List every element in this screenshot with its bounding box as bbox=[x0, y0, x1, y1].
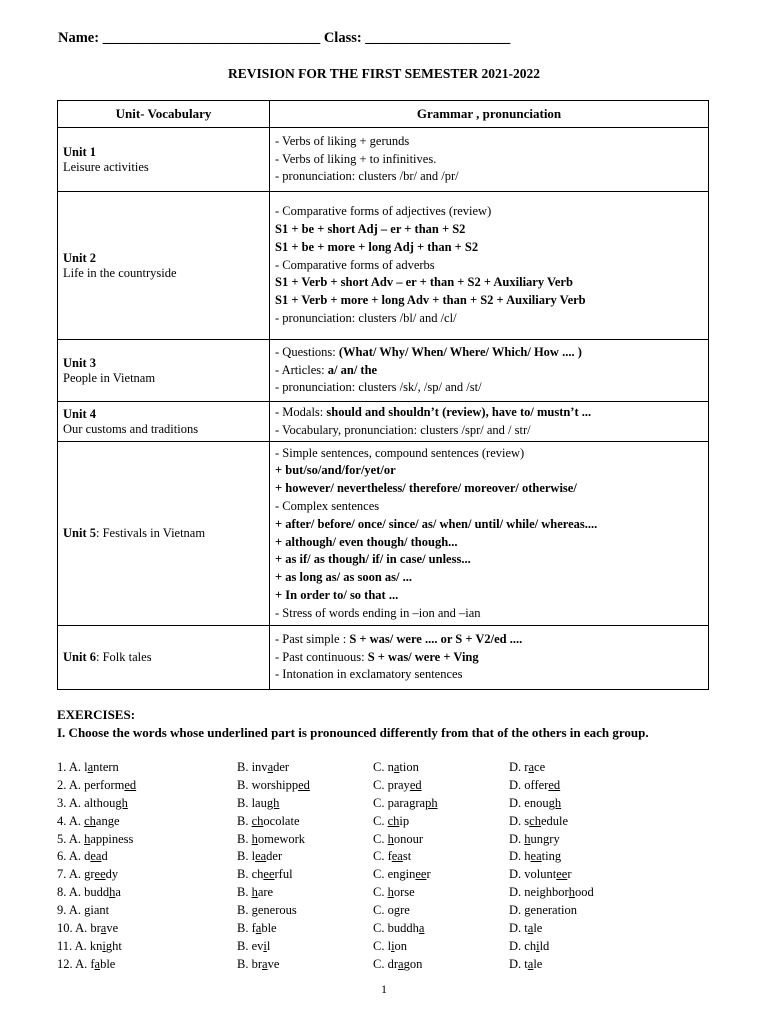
word-part: B. ch bbox=[237, 867, 264, 882]
unit-name: Unit 5 bbox=[63, 526, 96, 540]
unit-topic: People in Vietnam bbox=[63, 370, 156, 385]
word-part: C. paragra bbox=[373, 795, 426, 810]
word-part: D. neighbor bbox=[509, 885, 569, 900]
grammar-line bbox=[275, 649, 703, 667]
word-part: A. l bbox=[68, 760, 88, 774]
option-d bbox=[509, 832, 560, 847]
word-part: a bbox=[115, 885, 121, 900]
word-part: B. l bbox=[237, 849, 256, 864]
question-row bbox=[57, 939, 717, 957]
word-part: edule bbox=[540, 813, 569, 828]
unit-cell bbox=[58, 192, 270, 340]
underlined-part: ch bbox=[387, 813, 400, 828]
option-a bbox=[57, 957, 115, 972]
word-part: C. n bbox=[373, 760, 394, 774]
underlined-part: a bbox=[393, 760, 400, 774]
question-row bbox=[57, 921, 717, 939]
unit-name: Unit 3 bbox=[63, 355, 96, 370]
underlined-part: ch bbox=[529, 813, 541, 828]
word-part: B. bbox=[237, 903, 252, 918]
underlined-part: i bbox=[263, 938, 267, 953]
underlined-part: ee bbox=[556, 867, 568, 882]
option-d bbox=[509, 778, 560, 793]
grammar-line: S1 + be + short Adj – er + than + S2 bbox=[275, 222, 466, 236]
word-part: B. bbox=[237, 885, 252, 900]
word-part: C. bbox=[373, 885, 388, 900]
grammar-line-bold: should and shouldn’t (review), have to/ mustn’t ... bbox=[326, 404, 592, 419]
question-row bbox=[57, 760, 717, 778]
word-part: D. h bbox=[509, 849, 531, 864]
page-title: REVISION FOR THE FIRST SEMESTER 2021-2022 bbox=[228, 66, 540, 81]
underlined-part: g bbox=[524, 903, 531, 918]
question-number: 5. bbox=[57, 831, 67, 846]
word-part: re bbox=[400, 903, 410, 918]
word-part: der bbox=[266, 849, 283, 864]
option-b bbox=[237, 921, 277, 936]
word-part: A. kn bbox=[74, 938, 103, 953]
option-b bbox=[237, 778, 310, 793]
option-a bbox=[57, 903, 109, 918]
underlined-part: a bbox=[87, 760, 94, 774]
grammar-line: - Intonation in exclamatory sentences bbox=[275, 667, 463, 682]
option-b bbox=[237, 796, 279, 811]
table-row bbox=[58, 442, 709, 626]
option-a bbox=[57, 849, 108, 864]
underlined-part: i bbox=[536, 938, 540, 953]
underlined-part: ph bbox=[425, 795, 438, 810]
word-part: D. bbox=[509, 903, 525, 918]
table-row bbox=[58, 128, 709, 192]
word-part: C. f bbox=[373, 849, 392, 864]
word-part: r bbox=[426, 867, 431, 882]
word-part: A. d bbox=[68, 849, 91, 864]
revision-table bbox=[57, 100, 709, 690]
option-b bbox=[237, 849, 282, 864]
option-a bbox=[57, 760, 119, 775]
option-a bbox=[57, 796, 128, 811]
question-list bbox=[57, 760, 717, 975]
underlined-part: ea bbox=[530, 849, 542, 864]
underlined-part: a bbox=[255, 921, 262, 936]
underlined-part: ea bbox=[90, 849, 102, 864]
question-number: 6. bbox=[57, 849, 67, 864]
grammar-cell bbox=[270, 442, 709, 626]
option-d bbox=[509, 867, 572, 882]
word-part: C. engin bbox=[373, 867, 416, 882]
page-number: 1 bbox=[381, 982, 387, 996]
word-part: gon bbox=[403, 956, 423, 971]
underlined-part: i bbox=[102, 938, 106, 953]
word-part: B. lau bbox=[237, 795, 267, 810]
grammar-line: - Simple sentences, compound sentences (review) bbox=[275, 445, 525, 460]
underlined-part: a bbox=[527, 956, 534, 971]
option-b bbox=[237, 903, 297, 918]
grammar-line bbox=[275, 344, 703, 362]
question-row bbox=[57, 957, 717, 975]
word-part: D. ch bbox=[509, 938, 537, 953]
word-part: D. volunt bbox=[509, 867, 557, 882]
table-row bbox=[58, 192, 709, 340]
word-part: D. s bbox=[509, 813, 530, 828]
word-part: ve bbox=[267, 956, 280, 971]
option-a bbox=[57, 814, 120, 829]
option-d bbox=[509, 939, 549, 954]
option-c bbox=[373, 903, 410, 918]
option-c bbox=[373, 760, 419, 775]
grammar-line: - Verbs of liking + to infinitives. bbox=[275, 151, 437, 166]
grammar-line bbox=[275, 362, 703, 380]
question-number: 4. bbox=[57, 813, 67, 828]
question-number: 3. bbox=[57, 795, 67, 810]
word-part: ip bbox=[399, 813, 410, 828]
grammar-line: + although/ even though/ though... bbox=[275, 534, 458, 549]
grammar-line: S1 + Verb + short Adv – er + than + S2 + Auxiliary Verb bbox=[275, 275, 573, 290]
option-c bbox=[373, 921, 424, 936]
grammar-line: + after/ before/ once/ since/ as/ when/ until/ while/ whereas.... bbox=[275, 516, 598, 531]
underlined-part: ch bbox=[251, 813, 264, 828]
word-part: C. buddh bbox=[373, 921, 419, 936]
grammar-line-bold: S + was/ were + Ving bbox=[367, 649, 479, 664]
unit-topic: Leisure activities bbox=[63, 159, 149, 174]
option-d bbox=[509, 921, 542, 936]
word-part: le bbox=[533, 956, 543, 971]
underlined-part: gh bbox=[548, 795, 562, 810]
underlined-part: a bbox=[418, 921, 425, 936]
grammar-line: + but/so/and/for/yet/or bbox=[275, 463, 396, 478]
underlined-part: g bbox=[84, 903, 91, 918]
unit-topic: Life in the countryside bbox=[63, 265, 177, 280]
underlined-part: ed bbox=[409, 777, 422, 792]
option-c bbox=[373, 885, 415, 900]
grammar-cell bbox=[270, 340, 709, 402]
option-a bbox=[57, 832, 133, 847]
grammar-line-bold: S + was/ were .... or S + V2/ed .... bbox=[349, 631, 523, 646]
underlined-part: ee bbox=[94, 867, 106, 882]
word-part: onour bbox=[393, 831, 424, 846]
option-d bbox=[509, 957, 542, 972]
grammar-line: - Comparative forms of adjectives (review) bbox=[275, 204, 492, 219]
unit-cell bbox=[58, 442, 270, 626]
exercise-instruction: I. Choose the words whose underlined part is pronounced differently from that of the others in each group. bbox=[57, 725, 649, 740]
word-part: B. f bbox=[237, 921, 256, 936]
word-part: enerous bbox=[257, 903, 297, 918]
word-part: A. bbox=[68, 903, 85, 918]
word-part: B. worshipp bbox=[237, 777, 299, 792]
grammar-line-prefix: - Past continuous: bbox=[275, 649, 368, 664]
word-part: ntern bbox=[93, 760, 119, 774]
word-part: A. br bbox=[75, 921, 101, 936]
grammar-line: + as if/ as though/ if/ in case/ unless... bbox=[275, 552, 471, 567]
underlined-part: ee bbox=[415, 867, 427, 882]
grammar-cell bbox=[270, 128, 709, 192]
option-c bbox=[373, 939, 407, 954]
question-number: 11. bbox=[57, 938, 73, 953]
option-b bbox=[237, 832, 305, 847]
option-a bbox=[57, 867, 118, 882]
column-header-unit: Unit- Vocabulary bbox=[58, 101, 270, 128]
word-part: st bbox=[402, 849, 412, 864]
underlined-part: h bbox=[251, 885, 258, 900]
underlined-part: h bbox=[251, 831, 258, 846]
grammar-line-bold: a/ an/ the bbox=[327, 362, 378, 377]
word-part: l bbox=[266, 938, 271, 953]
question-row bbox=[57, 885, 717, 903]
underlined-part: ch bbox=[84, 813, 96, 828]
grammar-line: + however/ nevertheless/ therefore/ moreover/ otherwise/ bbox=[275, 481, 577, 496]
grammar-line: - pronunciation: clusters /bl/ and /cl/ bbox=[275, 310, 457, 325]
option-a bbox=[57, 921, 118, 936]
underlined-part: h bbox=[568, 885, 575, 900]
word-part: ve bbox=[106, 921, 119, 936]
question-row bbox=[57, 903, 717, 921]
unit-topic: Our customs and traditions bbox=[63, 421, 199, 436]
word-part: ood bbox=[574, 885, 594, 900]
option-c bbox=[373, 814, 409, 829]
option-b bbox=[237, 867, 293, 882]
option-c bbox=[373, 832, 423, 847]
name-class-line: Name: ______________________________ Class: ____________________ bbox=[58, 30, 511, 46]
underlined-part: a bbox=[100, 921, 107, 936]
question-number: 2. bbox=[57, 777, 67, 792]
option-d bbox=[509, 885, 594, 900]
grammar-line: S1 + be + more + long Adj + than + S2 bbox=[275, 239, 479, 254]
table-row bbox=[58, 402, 709, 442]
question-number: 12. bbox=[57, 956, 73, 971]
unit-topic: : Folk tales bbox=[96, 650, 152, 664]
underlined-part: h bbox=[84, 831, 91, 846]
word-part: r bbox=[567, 867, 572, 882]
grammar-line: - Verbs of liking + gerunds bbox=[275, 133, 410, 148]
word-part: B. br bbox=[237, 956, 262, 971]
word-part: ting bbox=[541, 849, 562, 864]
underlined-part: ed bbox=[298, 777, 310, 792]
word-part: der bbox=[273, 760, 290, 774]
unit-name: Unit 2 bbox=[63, 250, 96, 265]
word-part: C. o bbox=[373, 903, 394, 918]
word-part: A. bbox=[68, 831, 85, 846]
underlined-part: ee bbox=[263, 867, 275, 882]
underlined-part: a bbox=[94, 956, 101, 971]
grammar-line: - Complex sentences bbox=[275, 498, 380, 513]
column-header-grammar: Grammar , pronunciation bbox=[270, 101, 709, 128]
exercises-heading: EXERCISES: bbox=[57, 707, 136, 722]
word-part: omework bbox=[257, 831, 306, 846]
table-header-row bbox=[58, 101, 709, 128]
question-number: 10. bbox=[57, 921, 73, 936]
unit-cell bbox=[58, 128, 270, 192]
word-part: C. pray bbox=[373, 777, 410, 792]
grammar-line-prefix: - Modals: bbox=[275, 404, 327, 419]
question-row bbox=[57, 867, 717, 885]
grammar-line-prefix: - Articles: bbox=[275, 362, 328, 377]
question-number: 1. bbox=[57, 760, 67, 774]
word-part: C. bbox=[373, 831, 388, 846]
unit-name: Unit 1 bbox=[63, 144, 96, 159]
option-c bbox=[373, 849, 411, 864]
word-part: D. bbox=[509, 831, 525, 846]
unit-cell bbox=[58, 626, 270, 690]
word-part: A. bbox=[68, 813, 85, 828]
word-part: eneration bbox=[530, 903, 578, 918]
unit-topic: : Festivals in Vietnam bbox=[96, 526, 206, 540]
underlined-part: a bbox=[528, 760, 535, 774]
option-b bbox=[237, 885, 273, 900]
option-b bbox=[237, 939, 270, 954]
grammar-line: - Vocabulary, pronunciation: clusters /spr/ and / str/ bbox=[275, 422, 531, 437]
word-part: D. t bbox=[509, 956, 528, 971]
option-d bbox=[509, 760, 545, 775]
underlined-part: a bbox=[398, 956, 404, 971]
grammar-cell bbox=[270, 192, 709, 340]
word-part: ange bbox=[95, 813, 120, 828]
word-part: ble bbox=[100, 956, 116, 971]
underlined-part: h bbox=[524, 831, 531, 846]
word-part: D. r bbox=[509, 760, 529, 774]
option-d bbox=[509, 903, 577, 918]
unit-name: Unit 6 bbox=[63, 650, 96, 664]
word-part: D. t bbox=[509, 921, 528, 936]
option-a bbox=[57, 939, 122, 954]
word-part: D. offer bbox=[509, 777, 549, 792]
word-part: C. dr bbox=[373, 956, 398, 971]
underlined-part: ea bbox=[391, 849, 403, 864]
underlined-part: ed bbox=[548, 777, 561, 792]
question-number: 8. bbox=[57, 885, 67, 900]
grammar-line: - pronunciation: clusters /br/ and /pr/ bbox=[275, 169, 459, 184]
option-b bbox=[237, 814, 300, 829]
grammar-line: - pronunciation: clusters /sk/, /sp/ and /st/ bbox=[275, 380, 482, 395]
underlined-part: gh bbox=[115, 795, 128, 810]
unit-cell bbox=[58, 340, 270, 402]
underlined-part: h bbox=[387, 831, 394, 846]
word-part: D. enou bbox=[509, 795, 549, 810]
underlined-part: i bbox=[391, 938, 395, 953]
word-part: B. inv bbox=[237, 760, 268, 774]
option-c bbox=[373, 957, 422, 972]
option-c bbox=[373, 796, 438, 811]
question-row bbox=[57, 849, 717, 867]
unit-name: Unit 4 bbox=[63, 406, 96, 421]
word-part: on bbox=[394, 938, 408, 953]
word-part: ld bbox=[539, 938, 550, 953]
word-part: orse bbox=[393, 885, 415, 900]
question-number: 7. bbox=[57, 867, 67, 882]
underlined-part: ed bbox=[124, 777, 137, 792]
underlined-part: a bbox=[527, 921, 534, 936]
grammar-line: S1 + Verb + more + long Adv + than + S2 + Auxiliary Verb bbox=[275, 293, 586, 308]
word-part: ght bbox=[105, 938, 122, 953]
option-b bbox=[237, 760, 289, 775]
word-part: A. perform bbox=[68, 777, 125, 792]
underlined-part: g bbox=[393, 903, 401, 918]
option-d bbox=[509, 796, 561, 811]
word-part: are bbox=[257, 885, 274, 900]
table-row bbox=[58, 626, 709, 690]
word-part: C. bbox=[373, 813, 388, 828]
underlined-part: a bbox=[262, 956, 268, 971]
word-part: ble bbox=[261, 921, 277, 936]
grammar-cell bbox=[270, 402, 709, 442]
grammar-line-prefix: - Past simple : bbox=[275, 631, 350, 646]
question-row bbox=[57, 814, 717, 832]
word-part: iant bbox=[90, 903, 110, 918]
word-part: d bbox=[101, 849, 108, 864]
underlined-part: ea bbox=[255, 849, 267, 864]
grammar-cell bbox=[270, 626, 709, 690]
grammar-line-prefix: - Questions: bbox=[275, 344, 339, 359]
question-row bbox=[57, 832, 717, 850]
question-row bbox=[57, 778, 717, 796]
grammar-line bbox=[275, 631, 703, 649]
word-part: le bbox=[533, 921, 543, 936]
underlined-part: a bbox=[267, 760, 274, 774]
option-c bbox=[373, 778, 422, 793]
grammar-line-bold: (What/ Why/ When/ Where/ Which/ How .... ) bbox=[338, 344, 582, 359]
grammar-line bbox=[275, 404, 703, 422]
question-row bbox=[57, 796, 717, 814]
word-part: B. ev bbox=[237, 938, 264, 953]
grammar-line: + In order to/ so that ... bbox=[275, 587, 399, 602]
option-c bbox=[373, 867, 431, 882]
underlined-part: gh bbox=[266, 795, 280, 810]
word-part: ocolate bbox=[263, 813, 300, 828]
option-d bbox=[509, 814, 568, 829]
underlined-part: h bbox=[387, 885, 394, 900]
word-part: B. bbox=[237, 813, 252, 828]
option-a bbox=[57, 885, 121, 900]
word-part: A. f bbox=[75, 956, 95, 971]
word-part: A. gr bbox=[68, 867, 95, 882]
word-part: C. l bbox=[373, 938, 392, 953]
table-row bbox=[58, 340, 709, 402]
grammar-line: - Comparative forms of adverbs bbox=[275, 257, 435, 272]
word-part: ungry bbox=[530, 831, 560, 846]
word-part: appiness bbox=[90, 831, 134, 846]
option-d bbox=[509, 849, 561, 864]
question-number: 9. bbox=[57, 903, 67, 918]
grammar-line: + as long as/ as soon as/ ... bbox=[275, 570, 413, 585]
unit-cell bbox=[58, 402, 270, 442]
underlined-part: g bbox=[251, 903, 258, 918]
word-part: dy bbox=[105, 867, 119, 882]
word-part: A. althou bbox=[68, 795, 116, 810]
word-part: rful bbox=[274, 867, 293, 882]
option-b bbox=[237, 957, 279, 972]
option-a bbox=[57, 778, 136, 793]
grammar-line: - Stress of words ending in –ion and –ian bbox=[275, 605, 481, 620]
word-part: A. budd bbox=[68, 885, 110, 900]
word-part: tion bbox=[399, 760, 419, 774]
underlined-part: h bbox=[109, 885, 116, 900]
word-part: B. bbox=[237, 831, 252, 846]
word-part: ce bbox=[534, 760, 546, 774]
